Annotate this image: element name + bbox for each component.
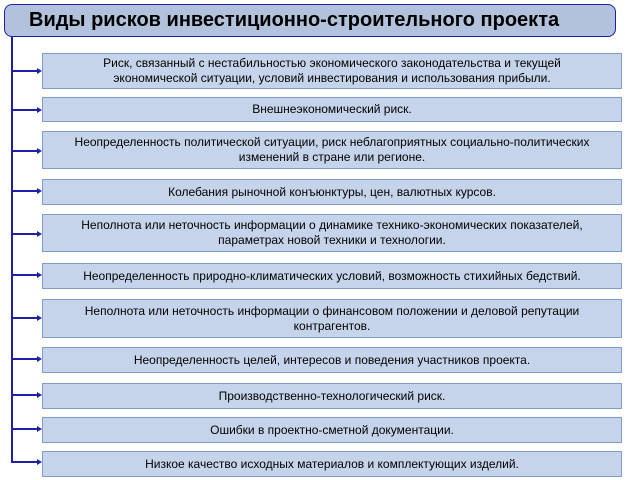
risk-text-5: Неполнота или неточность информации о динамике технико-экономических показателей, параметрах новой техники и технологии. [81,218,583,247]
risk-text-6: Неопределенность природно-климатических условий, возможность стихийных бедствий. [83,268,581,283]
risk-box-7 [42,299,622,338]
connector-line [11,394,39,396]
connector-line [11,70,39,72]
risk-box-5 [42,214,622,252]
risk-text-7: Неполнота или неточность информации о финансовом положении и деловой репутации контрагентов. [84,303,580,333]
risk-box-2 [42,97,622,122]
risk-text-11: Низкое качество исходных материалов и комплектующих изделий. [145,456,519,471]
risk-text-9: Производственно-технологический риск. [218,388,446,403]
risk-box-10 [42,417,622,443]
risk-text-3: Неопределенность политической ситуации, риск неблагоприятных социально-политических изменений в стране или регионе. [74,135,590,164]
connector-line [11,274,39,276]
risk-box-1 [42,53,622,89]
diagram-title [4,4,616,37]
connector-line [11,150,39,152]
connector-line [11,461,39,463]
connector-line [11,233,39,235]
connector-line [11,358,39,360]
connector-line [11,317,39,319]
risk-box-4 [42,179,622,205]
diagram-title-text: Виды рисков инвестиционно-строительного проекта [29,9,560,31]
risk-box-11 [42,451,622,477]
connector-line [11,109,39,111]
risk-text-2: Внешнеэкономический риск. [252,102,412,116]
risk-box-9 [42,383,622,409]
risk-text-4: Колебания рыночной конъюнктуры, цен, валютных курсов. [168,184,496,199]
risk-text-1: Риск, связанный с нестабильностью экономического законодательства и текущей экономической ситуации, условий инвестирования и использования прибыли. [103,56,561,85]
risk-box-3 [42,131,622,169]
connector-spine [11,37,13,462]
risk-text-8: Неопределенность целей, интересов и поведения участников проекта. [133,352,531,367]
risk-box-6 [42,263,622,289]
connector-line [11,190,39,192]
connector-line [11,428,39,430]
risk-text-10: Ошибки в проектно-сметной документации. [210,422,454,437]
risk-box-8 [42,347,622,373]
